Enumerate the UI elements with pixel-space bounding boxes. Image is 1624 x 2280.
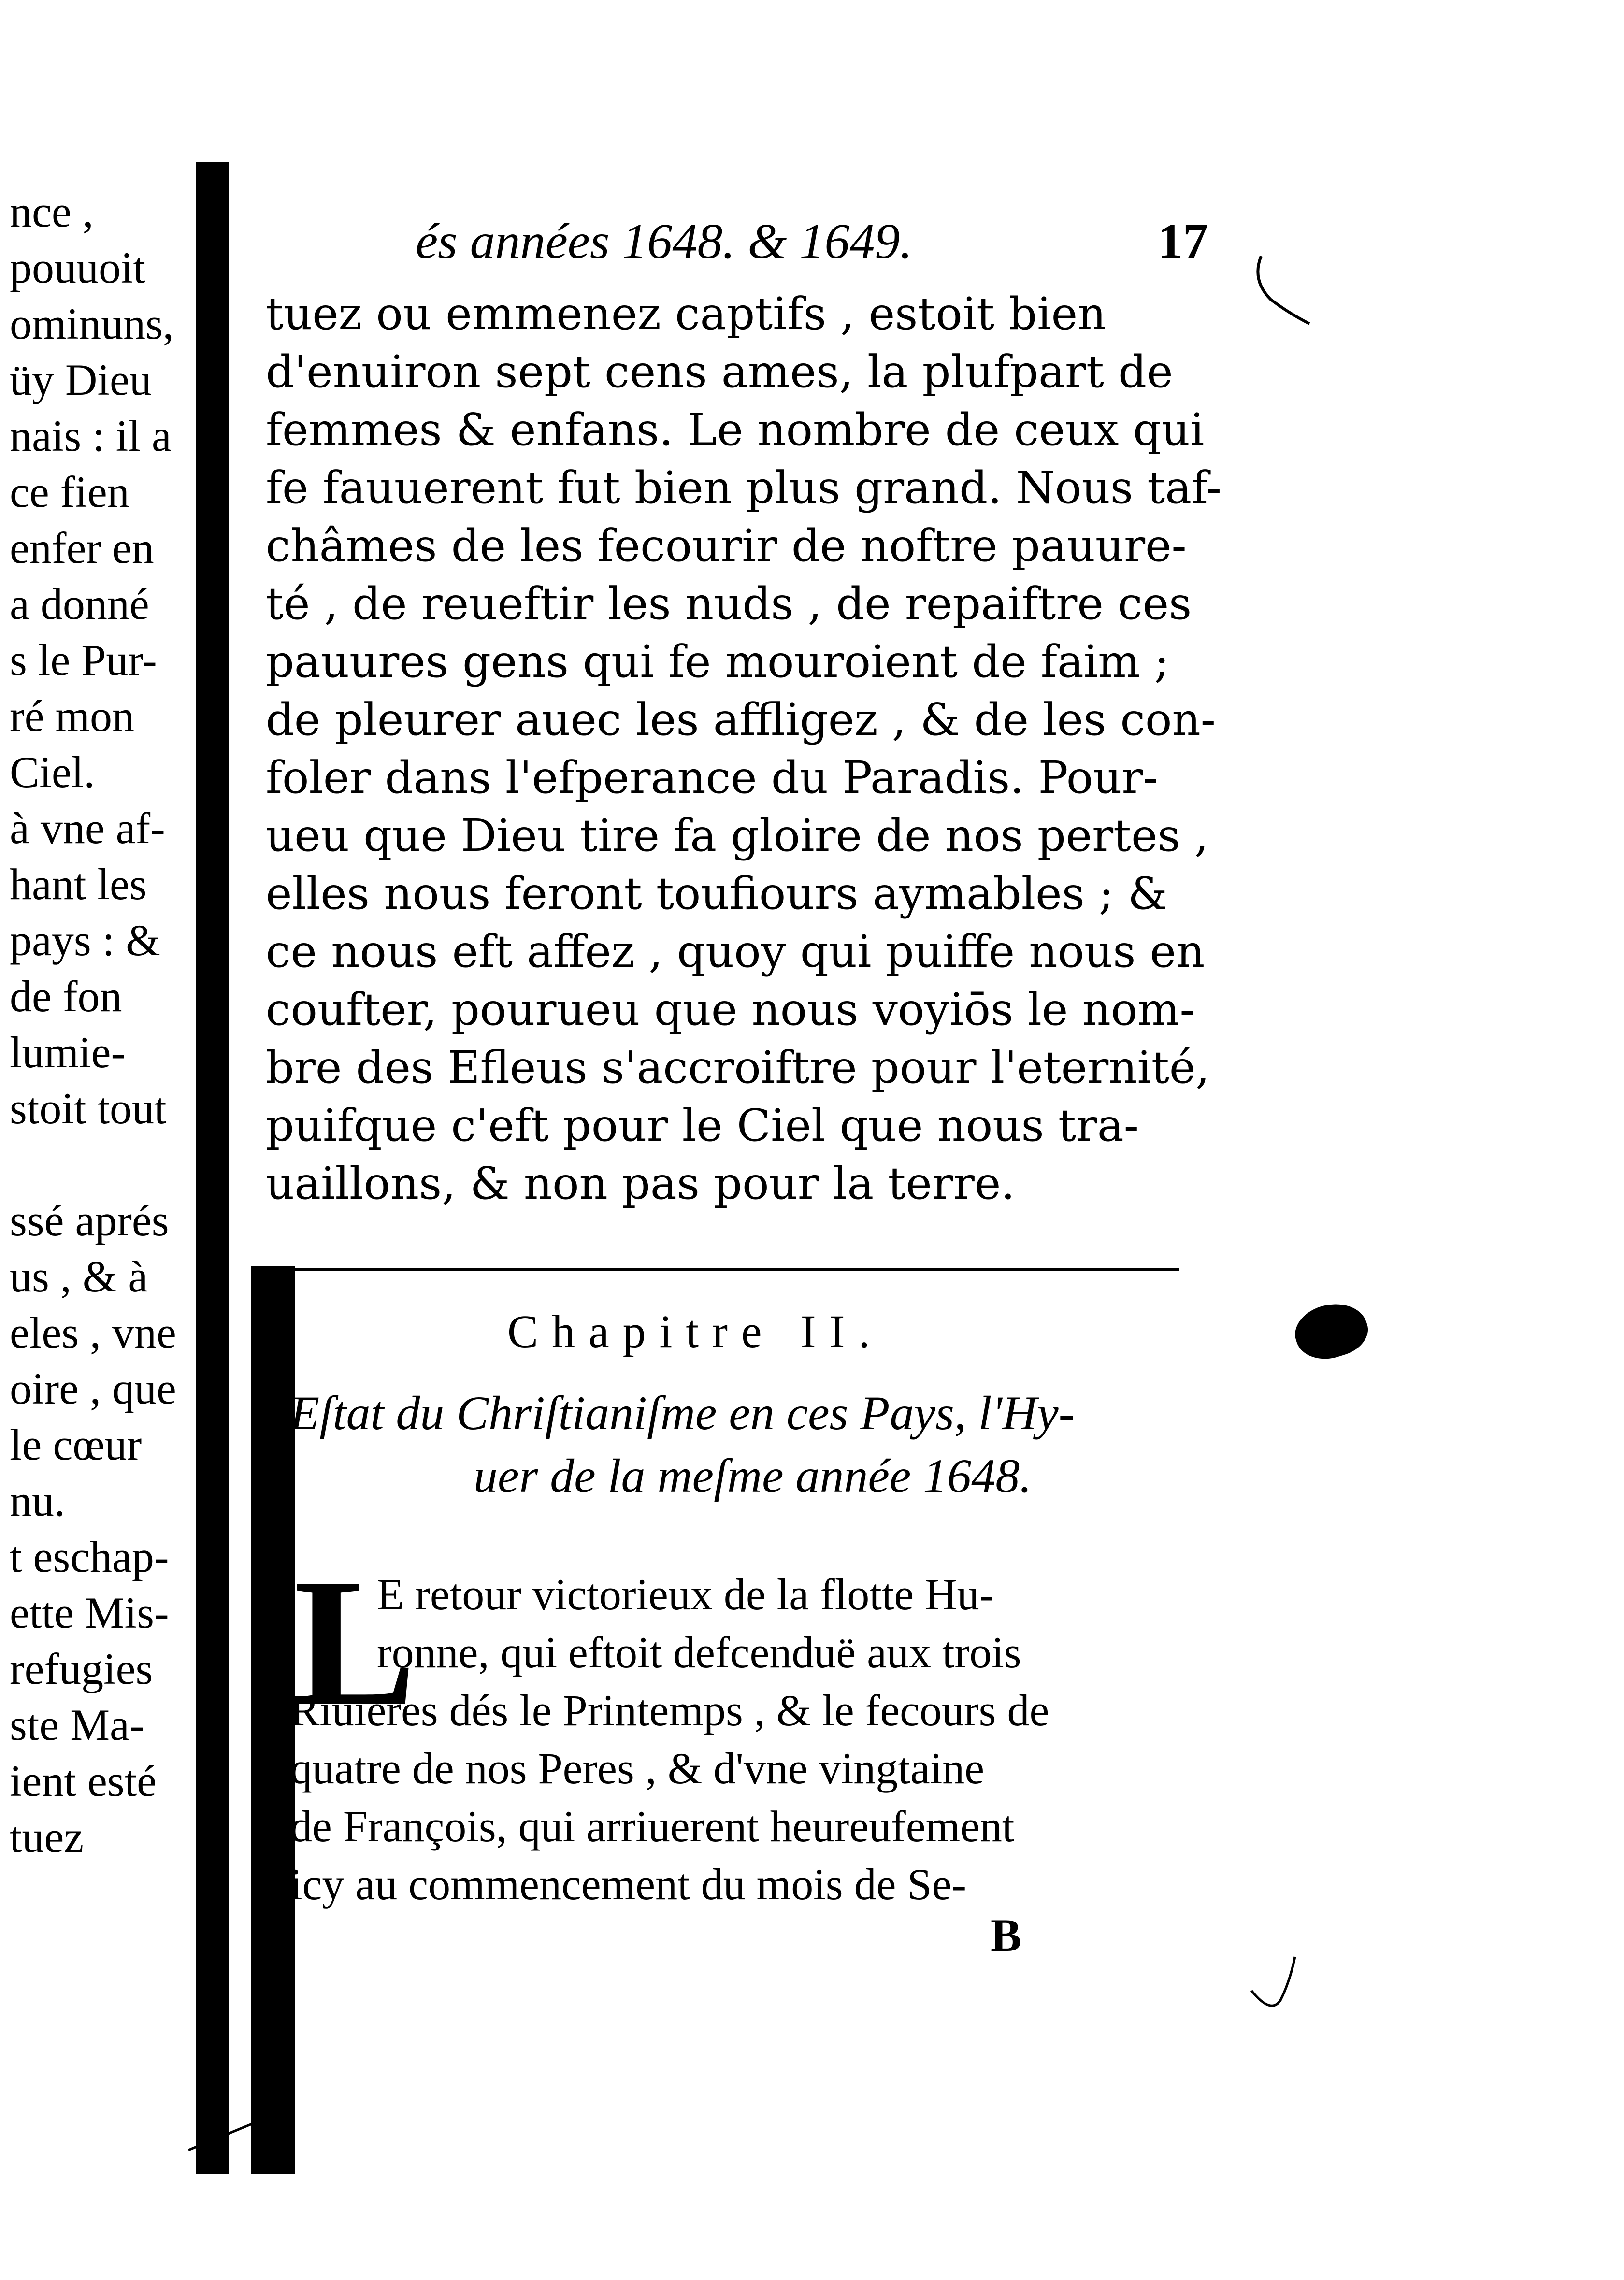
running-head: és années 1648. & 1649. — [416, 214, 913, 269]
text-line: ce nous eft affez , quoy qui puiffe nous en — [266, 926, 1205, 977]
text-line: de pleurer auec les affligez , & de les con- — [266, 694, 1216, 746]
fragment-line: hant les — [10, 860, 147, 909]
text-line: de François, qui arriuerent heureufement — [290, 1802, 1015, 1851]
fragment-line: ette Mis- — [10, 1588, 169, 1637]
fragment-line: pouuoit — [10, 243, 146, 292]
fragment-line: us , & à — [10, 1252, 148, 1301]
fragment-line: pays : & — [10, 916, 160, 965]
text-line: bre des Efleus s'accroiftre pour l'eternité, — [266, 1042, 1210, 1093]
fragment-line: üy Dieu — [10, 355, 152, 404]
chapter-title: Chapitre II. — [507, 1305, 884, 1357]
fragment-line: ominuns, — [10, 299, 174, 348]
fragment-line: ste Ma- — [10, 1700, 144, 1749]
text-line: té , de reueftir les nuds , de repaiftre ces — [266, 578, 1192, 630]
fragment-line: ré mon — [10, 691, 135, 741]
chapter-subtitle-line: Eſtat du Chriſtianiſme en ces Pays, l'Hy- — [290, 1386, 1075, 1440]
text-line: d'enuiron sept cens ames, la plufpart de — [266, 346, 1173, 398]
text-line: puifque c'eft pour le Ciel que nous tra- — [266, 1100, 1139, 1151]
fragment-line: s le Pur- — [10, 635, 157, 685]
chapter-body — [290, 1565, 1208, 1913]
fragment-line: nais : il a — [10, 411, 172, 460]
fragment-line: le cœur — [10, 1420, 142, 1469]
fragment-line: Ciel. — [10, 747, 95, 797]
margin-scribble-mark — [1251, 251, 1319, 329]
page-header — [416, 213, 1208, 280]
text-line: icy au commencement du mois de Se- — [290, 1860, 967, 1909]
chapter-subtitle-line: uer de la meſme année 1648. — [474, 1449, 1032, 1503]
fragment-line: a donné — [10, 579, 149, 629]
section-rule — [271, 1268, 1179, 1271]
margin-check-mark — [1247, 1952, 1305, 2020]
fragment-line: refugies — [10, 1644, 153, 1693]
body-text — [266, 285, 1222, 1213]
page-number: 17 — [1158, 214, 1208, 269]
fragment-line: tuez — [10, 1812, 84, 1862]
text-line: elles nous feront toufiours aymables ; & — [266, 868, 1168, 919]
fragment-line: lumie- — [10, 1028, 126, 1077]
text-line: foler dans l'efperance du Paradis. Pour- — [266, 752, 1158, 803]
ink-blot — [1289, 1295, 1374, 1368]
text-line: uaillons, & non pas pour la terre. — [266, 1158, 1015, 1209]
text-line: ronne, qui eftoit defcenduë aux trois — [377, 1628, 1021, 1677]
binding-gutter-shadow-lower — [251, 1266, 295, 2174]
text-line: fe fauuerent fut bien plus grand. Nous taf- — [266, 462, 1222, 514]
text-line: coufter, pourueu que nous voyiōs le nom- — [266, 984, 1195, 1035]
fragment-line: oire , que — [10, 1364, 176, 1413]
chapter-subtitle — [290, 1382, 1208, 1507]
text-line: Riuieres dés le Printemps , & le fecours de — [290, 1686, 1049, 1735]
text-line: tuez ou emmenez captifs , estoit bien — [266, 288, 1107, 340]
text-line: femmes & enfans. Le nombre de ceux qui — [266, 404, 1205, 456]
fragment-line: nce , — [10, 187, 94, 236]
fragment-line: stoit tout — [10, 1084, 167, 1133]
text-line: E retour victorieux de la flotte Hu- — [377, 1570, 994, 1619]
fragment-line: de fon — [10, 972, 122, 1021]
drop-cap: L — [294, 1541, 417, 1744]
fragment-line: t eschap- — [10, 1532, 169, 1581]
fragment-line: enfer en — [10, 523, 154, 573]
fragment-line: ient esté — [10, 1756, 157, 1806]
text-line: pauures gens qui fe mouroient de faim ; — [266, 636, 1169, 688]
text-line: châmes de les fecourir de noftre pauure- — [266, 520, 1187, 572]
fragment-line: à vne af- — [10, 803, 165, 853]
fragment-line: ssé aprés — [10, 1196, 169, 1245]
text-line: quatre de nos Peres , & d'vne vingtaine — [290, 1744, 985, 1793]
text-line: ueu que Dieu tire fa gloire de nos pertes , — [266, 810, 1209, 861]
signature-mark: B — [991, 1909, 1022, 1961]
fragment-line: nu. — [10, 1476, 65, 1525]
fragment-line: ce fien — [10, 467, 129, 516]
binding-gutter-shadow — [196, 162, 229, 2174]
fragment-line: eles , vne — [10, 1308, 176, 1357]
